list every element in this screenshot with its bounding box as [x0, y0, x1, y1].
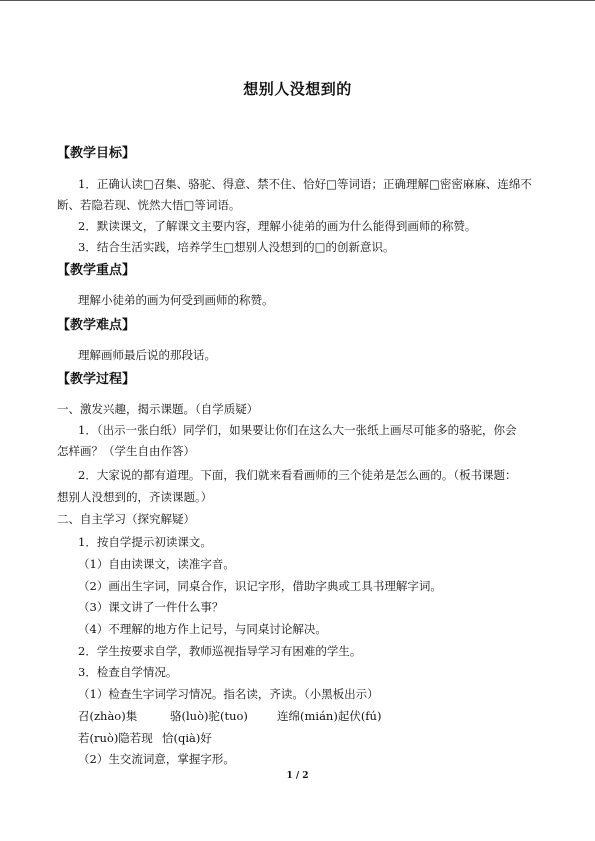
section-2-item-1-sub-1: （1）自由读课文，读准字音。 [78, 557, 235, 571]
page-top-border [0, 0, 595, 1]
section-1-item-2-line-2: 想别人没想到的，齐读课题。） [57, 490, 213, 504]
pinyin-row-2 [78, 731, 212, 745]
document-title: 想别人没想到的 [243, 80, 352, 98]
section-1-item-1-line-2: 怎样画？（学生自由作答） [57, 444, 195, 458]
pinyin-word: 骆(luò)驼(tuo) [170, 709, 248, 723]
heading-process: 【教学过程】 [57, 372, 136, 387]
pinyin-word: 连绵(mián)起伏(fú) [277, 709, 382, 723]
heading-difficult-points: 【教学难点】 [57, 318, 136, 333]
pinyin-word: 若(ruò)隐若现 [78, 731, 153, 745]
pinyin-word: 召(zhào)集 [78, 709, 138, 723]
section-2-item-1-sub-4: （4）不理解的地方作上记号，与同桌讨论解决。 [78, 622, 327, 636]
section-1-item-1-line-1: 1．（出示一张白纸）同学们，如果要让你们在这么大一张纸上画尽可能多的骆驼，你会 [78, 423, 517, 437]
pinyin-word: 恰(qià)好 [162, 731, 212, 745]
page-number: 1 / 2 [286, 771, 309, 781]
section-2-item-3-sub-2: （2）生交流词意，掌握字形。 [78, 752, 235, 766]
section-2-title: 二、自主学习（探究解疑） [57, 512, 195, 526]
heading-key-points: 【教学重点】 [57, 263, 136, 278]
section-2-item-1: 1．按自学提示初读课文。 [78, 535, 212, 549]
section-2-item-1-sub-3: （3）课文讲了一件什么事？ [78, 600, 224, 614]
key-points-text: 理解小徒弟的画为何受到画师的称赞。 [78, 293, 274, 307]
section-2-item-2: 2．学生按要求自学，教师巡视指导学习有困难的学生。 [78, 644, 362, 658]
heading-goals: 【教学目标】 [57, 146, 136, 161]
section-1-title: 一、激发兴趣，揭示课题。（自学质疑） [57, 402, 259, 416]
section-1-item-2-line-1: 2．大家说的都有道理。下面，我们就来看看画师的三个徒弟是怎么画的。（板书课题： [78, 468, 517, 482]
section-2-item-1-sub-2: （2）画出生字词，同桌合作，识记字形，借助字典或工具书理解字词。 [78, 579, 442, 593]
goal-3: 3．结合生活实践，培养学生□想别人没想到的□的创新意识。 [78, 240, 395, 254]
difficult-points-text: 理解画师最后说的那段话。 [78, 348, 216, 362]
pinyin-row-1 [78, 709, 381, 723]
section-2-item-3: 3．检查自学情况。 [78, 665, 178, 679]
goal-2: 2．默读课文，了解课文主要内容，理解小徒弟的画为什么能得到画师的称赞。 [78, 219, 477, 233]
goal-1-line-1: 1．正确认读□召集、骆驼、得意、禁不住、恰好□等词语；正确理解□密密麻麻、连绵不 [78, 177, 532, 191]
goal-1-line-2: 断、若隐若现、恍然大悟□等词语。 [57, 198, 241, 212]
section-2-item-3-sub-1: （1）检查生字词学习情况。指名读，齐读。（小黑板出示） [78, 687, 379, 701]
